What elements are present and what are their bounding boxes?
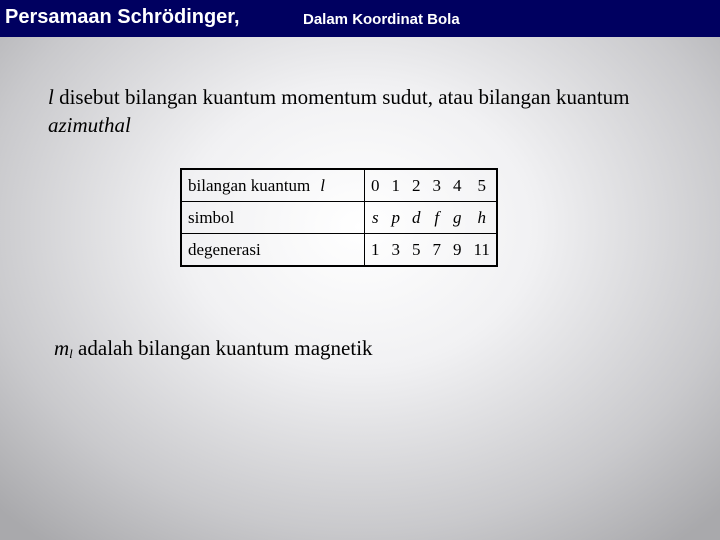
slide-subtitle: Dalam Koordinat Bola bbox=[303, 11, 460, 28]
table-cell: 2 bbox=[406, 169, 427, 202]
quantum-number-table bbox=[180, 168, 498, 267]
table-cell: 11 bbox=[473, 239, 490, 259]
ml-subscript: l bbox=[69, 346, 73, 361]
row-label-variable: l bbox=[320, 175, 326, 195]
table-cell: 3 bbox=[427, 169, 448, 202]
table-cell: s bbox=[365, 202, 386, 234]
l-variable: l bbox=[48, 85, 54, 109]
table-cell: 5 bbox=[412, 239, 421, 259]
row-label-text: bilangan kuantum bbox=[188, 175, 311, 195]
table-cell: 0 bbox=[365, 169, 386, 202]
title-bar bbox=[0, 0, 720, 37]
azimuthal-word: azimuthal bbox=[48, 113, 131, 137]
table-cell: 4 bbox=[447, 169, 468, 202]
table-cell: f bbox=[427, 202, 448, 234]
table-cell: d bbox=[406, 202, 427, 234]
ml-variable: m bbox=[54, 336, 70, 360]
row-label bbox=[181, 169, 365, 202]
row-label bbox=[181, 234, 365, 267]
table-cell: 3 bbox=[391, 239, 400, 259]
row-label-text: degenerasi bbox=[188, 239, 261, 259]
table-cell: p bbox=[386, 202, 407, 234]
table-cell: 9 bbox=[453, 239, 462, 259]
row-label bbox=[181, 202, 365, 234]
row-label-text: simbol bbox=[188, 207, 235, 227]
slide-title: Persamaan Schrödinger, bbox=[5, 6, 240, 28]
table-row bbox=[181, 234, 497, 267]
table-row bbox=[181, 202, 497, 234]
table-row bbox=[181, 169, 497, 202]
table-cell: h bbox=[468, 202, 497, 234]
table-cell: 7 bbox=[432, 239, 441, 259]
description-text: disebut bilangan kuantum momentum sudut, atau bilangan kuantum bbox=[53, 85, 630, 109]
table-cell: 1 bbox=[365, 234, 386, 267]
table-cell: 5 bbox=[468, 169, 497, 202]
ml-text: adalah bilangan kuantum magnetik bbox=[72, 336, 373, 360]
table-cell: g bbox=[447, 202, 468, 234]
ml-description bbox=[54, 336, 373, 362]
table-cell: 1 bbox=[386, 169, 407, 202]
description-paragraph bbox=[48, 83, 688, 139]
